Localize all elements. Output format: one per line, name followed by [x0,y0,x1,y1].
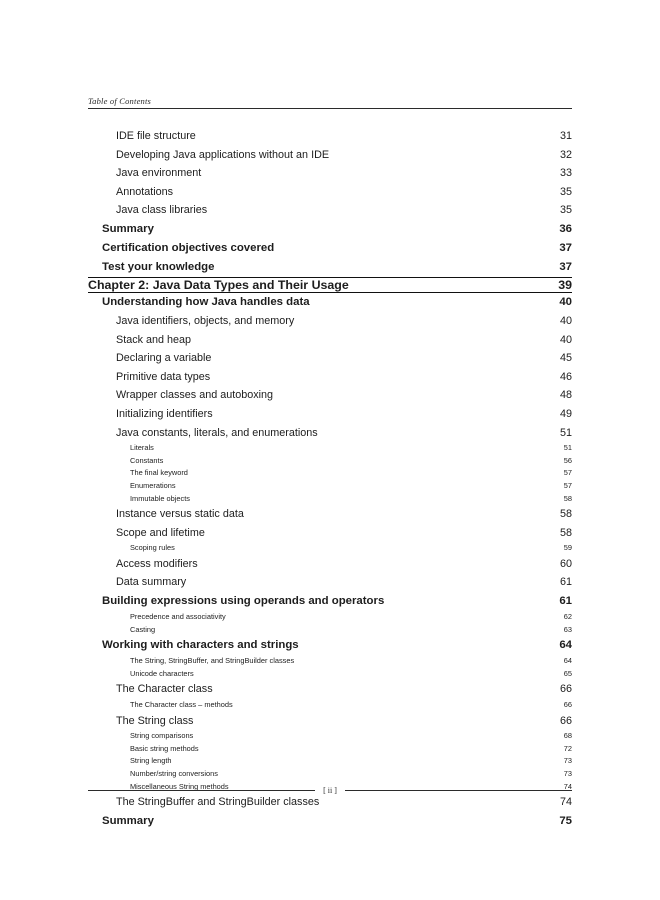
toc-entry-row[interactable] [88,480,572,493]
toc-entry-page: 74 [563,781,572,791]
toc-entry-row[interactable] [88,239,572,258]
toc-entry-row[interactable] [88,386,572,405]
toc-entry-row[interactable] [88,455,572,468]
toc-entry-title: Summary [102,222,154,235]
toc-entry-title: Stack and heap [116,333,192,346]
running-header: Table of Contents [88,96,152,106]
toc-entry-title: Developing Java applications without an IDE [116,148,330,161]
toc-entry-row[interactable] [88,755,572,768]
toc-entry-page: 75 [559,814,572,827]
toc-entry-page: 35 [559,204,572,217]
toc-entry-title: The String, StringBuffer, and StringBuilder classes [130,656,295,666]
toc-entry-title: Number/string conversions [130,769,218,778]
toc-entry-page: 73 [563,769,572,778]
toc-entry-page: 61 [559,576,572,589]
page-footer [88,786,572,795]
toc-entry-title: Enumerations [130,480,176,490]
toc-entry-page: 40 [559,333,572,346]
toc-entry-title: The Character class – methods [130,700,233,710]
toc-entry-title: The final keyword [130,468,188,478]
toc-entry-row[interactable] [88,201,572,220]
toc-entry-row[interactable] [88,730,572,743]
toc-entry-page: 58 [563,493,572,503]
toc-entry-row[interactable] [88,743,572,756]
footer-rule-right [345,790,572,791]
toc-entry-page: 40 [559,295,572,308]
toc-entry-page: 74 [559,796,572,809]
toc-entry-page: 66 [563,700,572,710]
toc-entry-title: Instance versus static data [116,508,244,521]
toc-entry-row[interactable] [88,812,572,831]
toc-entry-row[interactable] [88,127,572,146]
toc-entry-row[interactable] [88,405,572,424]
toc-entry-page: 62 [563,612,572,622]
toc-entry-page: 51 [563,443,572,453]
toc-entry-page: 36 [559,222,572,235]
toc-entry-page: 56 [563,455,572,465]
toc-entry-row[interactable] [88,592,572,611]
toc-entry-page: 66 [559,714,572,727]
toc-entry-title: Constants [130,455,164,465]
toc-entry-page: 63 [563,624,572,634]
toc-entry-title: Test your knowledge [102,260,215,273]
toc-entry-row[interactable] [88,183,572,202]
toc-entry-title: Wrapper classes and autoboxing [116,389,274,402]
toc-entry-title: Precedence and associativity [130,612,226,622]
toc-entry-title: Building expressions using operands and operators [102,595,385,608]
toc-entry-title: Initializing identifiers [116,407,213,420]
toc-entry-row[interactable] [88,442,572,455]
toc-entry-row[interactable] [88,258,572,278]
toc-entry-page: 32 [559,148,572,161]
toc-entry-title: Certification objectives covered [102,241,275,254]
header-rule [88,108,572,109]
toc-entry-title: Declaring a variable [116,352,212,365]
toc-entry-page: 48 [559,389,572,402]
toc-entry-row[interactable] [88,467,572,480]
toc-entry-title: Unicode characters [130,668,194,678]
toc-chapter-row[interactable] [88,278,572,292]
toc-entry-page: 57 [563,480,572,490]
toc-entry-row[interactable] [88,655,572,668]
footer-rule-left [88,790,315,791]
toc-entry-row[interactable] [88,573,572,592]
toc-entry-title: Scoping rules [130,543,175,553]
toc-entry-row[interactable] [88,668,572,681]
toc-entry-page: 46 [559,370,572,383]
toc-entry-page: 37 [559,260,572,273]
toc-entry-title: Casting [130,624,156,634]
toc-entry-row[interactable] [88,368,572,387]
toc-entry-title: Annotations [116,185,174,198]
toc-entry-row[interactable] [88,542,572,555]
toc-entry-title: The Character class [116,683,213,696]
toc-entry-page: 66 [559,683,572,696]
toc-entry-title: Data summary [116,576,187,589]
toc-entry-title: Miscellaneous String methods [130,781,229,791]
toc-entry-title: Java environment [116,167,202,180]
toc-entry-page: 31 [559,130,572,142]
toc-entry-page: 40 [559,314,572,327]
toc-entry-row[interactable] [88,624,572,637]
toc-entry-page: 49 [559,407,572,420]
toc-entry-title: The StringBuffer and StringBuilder classes [116,796,320,809]
toc-entry-page: 65 [563,668,572,678]
toc-entry-row[interactable] [88,712,572,731]
toc-entry-row[interactable] [88,636,572,655]
toc-entry-title: Immutable objects [130,493,190,503]
toc-entry-row[interactable] [88,793,572,812]
page-content [88,96,572,831]
toc-entry-row[interactable] [88,680,572,699]
toc-entry-title: String comparisons [130,731,194,741]
toc-entry-row[interactable] [88,424,572,443]
toc-entry-title: Java constants, literals, and enumerations [116,426,318,439]
toc-entry-title: Java class libraries [116,204,208,217]
table-of-contents [88,127,572,831]
toc-entry-title: Basic string methods [130,743,199,753]
toc-entry-page: 68 [563,731,572,741]
toc-entry-page: 60 [559,557,572,570]
toc-entry-row[interactable] [88,146,572,165]
toc-entry-row[interactable] [88,349,572,368]
toc-entry-title: The String class [116,714,194,727]
toc-entry-row[interactable] [88,220,572,239]
toc-entry-row[interactable] [88,164,572,183]
toc-entry-page: 45 [559,352,572,365]
toc-entry-page: 61 [559,595,572,608]
toc-entry-page: 51 [559,426,572,439]
toc-entry-title: Scope and lifetime [116,526,205,539]
footer-page-number: [ ii ] [323,786,337,795]
toc-entry-row[interactable] [88,312,572,331]
toc-entry-title: Understanding how Java handles data [102,295,310,308]
toc-entry-title: IDE file structure [116,130,196,142]
toc-entry-row[interactable] [88,524,572,543]
toc-entry-page: 64 [559,639,572,652]
toc-entry-title: String length [130,756,172,766]
toc-entry-title: Java identifiers, objects, and memory [116,314,295,327]
toc-entry-title: Summary [102,814,154,827]
toc-entry-page: 57 [563,468,572,478]
toc-entry-page: 73 [563,756,572,766]
toc-entry-page: 35 [559,185,572,198]
toc-entry-row[interactable] [88,505,572,524]
toc-entry-page: 39 [558,277,572,292]
toc-entry-title: Primitive data types [116,370,211,383]
toc-entry-row[interactable] [88,555,572,574]
toc-entry-row[interactable] [88,611,572,624]
toc-entry-page: 72 [563,743,572,753]
toc-entry-page: 37 [559,241,572,254]
toc-entry-row[interactable] [88,331,572,350]
toc-entry-row[interactable] [88,493,572,506]
toc-entry-row[interactable] [88,699,572,712]
toc-entry-title: Literals [130,443,154,453]
toc-entry-page: 59 [563,543,572,553]
toc-entry-row[interactable] [88,292,572,312]
toc-entry-page: 33 [559,167,572,180]
toc-entry-page: 58 [559,526,572,539]
toc-entry-title: Working with characters and strings [102,639,299,652]
toc-entry-row[interactable] [88,768,572,781]
toc-entry-title: Access modifiers [116,557,198,570]
toc-entry-title: Chapter 2: Java Data Types and Their Usage [88,277,349,292]
toc-entry-page: 64 [563,656,572,666]
toc-entry-page: 58 [559,508,572,521]
